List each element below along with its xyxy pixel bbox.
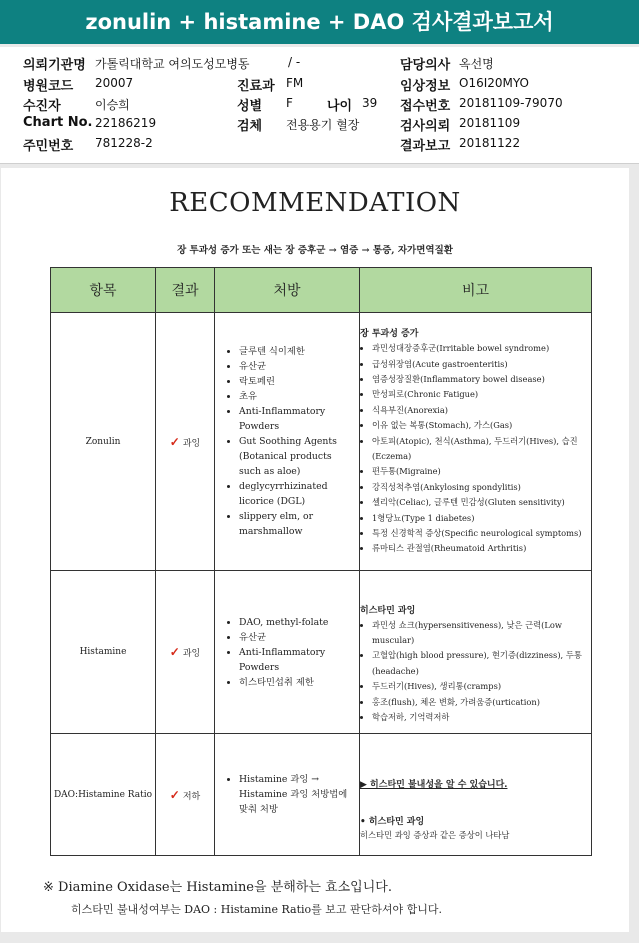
list-item: • deglycyrrhizinated licorice (DGL) bbox=[239, 479, 353, 509]
intolerance-alert: ▶ 히스타민 불내성을 알 수 있습니다. bbox=[360, 779, 508, 790]
note-cell bbox=[360, 571, 592, 734]
list-item: • 학습저하, 기억력저하 bbox=[372, 710, 591, 725]
list-item: • 편두통(Migraine) bbox=[372, 464, 591, 479]
footer-note-2: 히스타민 불내성여부는 DAO : Histamine Ratio를 보고 판단하셔야 합니다. bbox=[71, 903, 443, 916]
recommendation-table bbox=[50, 267, 592, 856]
hospital-code-value: 20007 bbox=[95, 76, 134, 90]
list-item: • 1형당뇨(Type 1 diabetes) bbox=[372, 511, 591, 526]
list-item: • 유산균 bbox=[239, 359, 353, 374]
note-heading: 히스타민 과잉 bbox=[360, 605, 416, 616]
request-value: 20181109 bbox=[459, 116, 521, 130]
list-item: • Anti-Inflammatory Powders bbox=[239, 645, 353, 675]
doctor-value: 옥선명 bbox=[459, 57, 494, 71]
list-item: • Anti-Inflammatory Powders bbox=[239, 404, 353, 434]
specimen-value: 전용용기 혈장 bbox=[286, 118, 360, 132]
col-header-item: 항목 bbox=[51, 268, 156, 313]
sex-value: F bbox=[286, 96, 293, 110]
col-header-note: 비고 bbox=[360, 268, 592, 313]
age-label: 나이 bbox=[327, 99, 353, 114]
list-item: • 글루텐 식이제한 bbox=[239, 344, 353, 359]
item-cell: DAO:Histamine Ratio bbox=[51, 734, 156, 856]
note-heading: • 히스타민 과잉 bbox=[360, 816, 425, 827]
result-value: 과잉 bbox=[182, 438, 201, 449]
recipient-value: 이승희 bbox=[95, 98, 130, 112]
list-item: • 강직성척추염(Ankylosing spondylitis) bbox=[372, 480, 591, 495]
list-item: • Gut Soothing Agents (Botanical products such as aloe) bbox=[239, 434, 353, 479]
request-label: 검사의뢰 bbox=[400, 119, 451, 134]
institution-value: 가톨릭대학교 여의도성모병동 bbox=[95, 57, 250, 71]
list-item: • 특정 신경학적 증상(Specific neurological symptoms) bbox=[372, 526, 591, 541]
report-title: zonulin + histamine + DAO 검사결과보고서 bbox=[0, 0, 639, 44]
recommendation-title: RECOMMENDATION bbox=[169, 188, 461, 218]
list-item: • 과민성 쇼크(hypersensitiveness), 낮은 근력(Low muscular) bbox=[372, 618, 591, 649]
list-item: • 류마티스 관절염(Rheumatoid Arthritis) bbox=[372, 541, 591, 556]
list-item: • Histamine 과잉 → Histamine 과잉 처방법에 맞춰 처방 bbox=[239, 772, 353, 817]
clinical-label: 임상정보 bbox=[400, 79, 451, 94]
list-item: • 두드러기(Hives), 생리통(cramps) bbox=[372, 679, 591, 694]
list-item: • slippery elm, or marshmallow bbox=[239, 509, 353, 539]
sex-label: 성별 bbox=[237, 99, 263, 114]
age-value: 39 bbox=[362, 96, 378, 110]
check-icon: ✓ bbox=[169, 645, 180, 659]
result-value: 저하 bbox=[182, 791, 201, 802]
note-cell bbox=[360, 734, 592, 856]
table-row-zonulin bbox=[51, 313, 592, 571]
note-cell bbox=[360, 313, 592, 571]
col-header-prescription: 처방 bbox=[215, 268, 360, 313]
item-cell: Histamine bbox=[51, 571, 156, 734]
result-cell bbox=[156, 313, 215, 571]
item-cell: Zonulin bbox=[51, 313, 156, 571]
prescription-cell bbox=[215, 313, 360, 571]
check-icon: ✓ bbox=[169, 434, 180, 449]
list-item: • 염증성장질환(Inflammatory bowel disease) bbox=[372, 372, 591, 387]
recommendation-sheet bbox=[1, 168, 629, 932]
list-item: • 유산균 bbox=[239, 630, 353, 645]
table-header-row bbox=[51, 268, 592, 313]
result-cell bbox=[156, 734, 215, 856]
result-cell bbox=[156, 571, 215, 734]
list-item: • 락토페린 bbox=[239, 374, 353, 389]
list-item: • 고혈압(high blood pressure), 현기증(dizziness), 두통(headache) bbox=[372, 648, 591, 679]
list-item: • 홍조(flush), 체온 변화, 가려움증(urtication) bbox=[372, 695, 591, 710]
resident-label: 주민번호 bbox=[23, 139, 74, 154]
check-icon: ✓ bbox=[169, 787, 180, 802]
list-item: • 초유 bbox=[239, 389, 353, 404]
list-item: • 아토피(Atopic), 천식(Asthma), 두드러기(Hives), 습진(Eczema) bbox=[372, 434, 591, 465]
institution-slash: / - bbox=[288, 55, 301, 69]
dept-value: FM bbox=[286, 76, 304, 90]
receipt-label: 접수번호 bbox=[400, 99, 451, 114]
list-item: • DAO, methyl-folate bbox=[239, 615, 353, 630]
prescription-cell bbox=[215, 734, 360, 856]
list-item: • 과민성대장증후군(Irritable bowel syndrome) bbox=[372, 341, 591, 356]
report-value: 20181122 bbox=[459, 136, 521, 150]
report-label: 결과보고 bbox=[400, 139, 451, 154]
list-item: • 만성피로(Chronic Fatigue) bbox=[372, 387, 591, 402]
col-header-result: 결과 bbox=[156, 268, 215, 313]
table-row-dao-ratio bbox=[51, 734, 592, 856]
footer-note-1: ※ Diamine Oxidase는 Histamine을 분해하는 효소입니다. bbox=[43, 880, 392, 895]
resident-value: 781228-2 bbox=[95, 136, 153, 150]
clinical-value: O16I20MYO bbox=[459, 76, 529, 90]
specimen-label: 검체 bbox=[237, 119, 263, 134]
receipt-value: 20181109-79070 bbox=[459, 96, 563, 110]
note-heading: 장 투과성 증가 bbox=[360, 329, 419, 340]
list-item: • 셀리악(Celiac), 글루텐 민감성(Gluten sensitivity) bbox=[372, 495, 591, 510]
list-item: • 급성위장염(Acute gastroenteritis) bbox=[372, 357, 591, 372]
recipient-label: 수진자 bbox=[23, 99, 61, 114]
list-item: • 히스타민섭취 제한 bbox=[239, 675, 353, 690]
list-item: • 식욕부진(Anorexia) bbox=[372, 403, 591, 418]
table-row-histamine bbox=[51, 571, 592, 734]
dept-label: 진료과 bbox=[237, 79, 275, 94]
note-text: 히스타민 과잉 증상과 같은 증상이 나타남 bbox=[360, 829, 510, 840]
chart-no-label: Chart No. bbox=[23, 115, 93, 130]
doctor-label: 담당의사 bbox=[400, 58, 451, 73]
chart-no-value: 22186219 bbox=[95, 116, 157, 130]
institution-label: 의뢰기관명 bbox=[23, 58, 86, 73]
list-item: • 이유 없는 복통(Stomach), 가스(Gas) bbox=[372, 418, 591, 433]
prescription-cell bbox=[215, 571, 360, 734]
patient-info-panel bbox=[0, 47, 639, 164]
recommendation-subtitle: 장 투과성 증가 또는 새는 장 증후군 → 염증 → 통증, 자가면역질환 bbox=[177, 245, 453, 256]
result-value: 과잉 bbox=[182, 649, 201, 659]
hospital-code-label: 병원코드 bbox=[23, 79, 74, 94]
